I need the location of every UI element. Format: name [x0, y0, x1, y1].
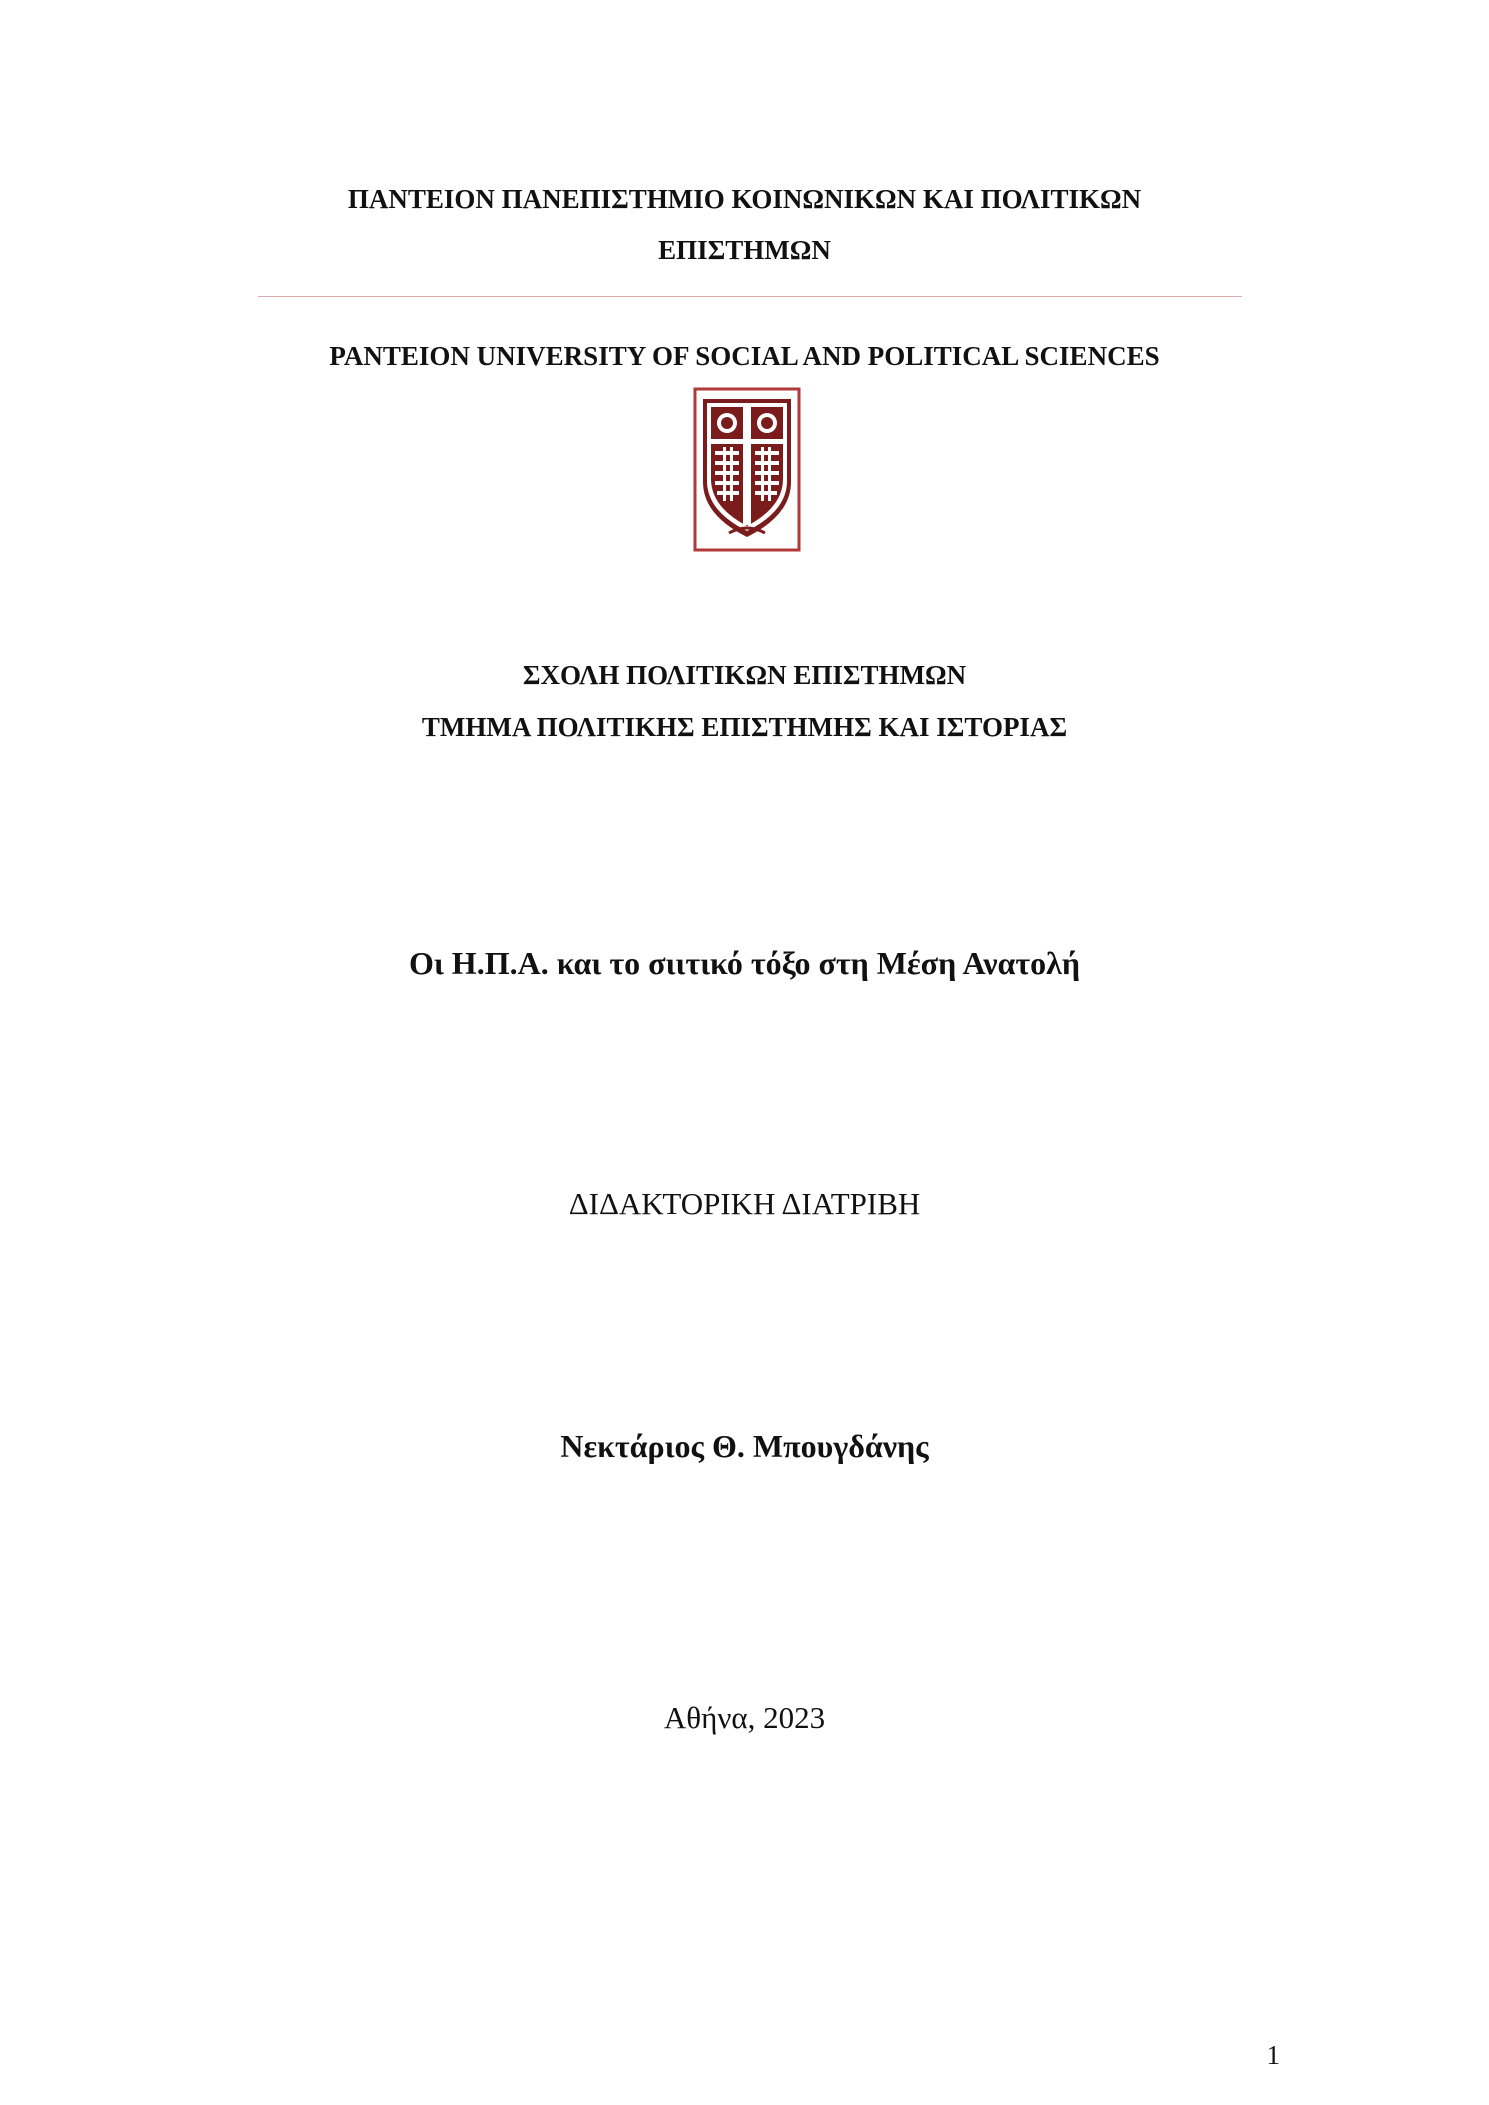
school-name: ΣΧΟΛΗ ΠΟΛΙΤΙΚΩΝ ΕΠΙΣΤΗΜΩΝ	[522, 660, 967, 690]
place-and-date: Αθήνα, 2023	[663, 1700, 826, 1735]
university-name-greek-line1: ΠΑΝΤΕΙΟΝ ΠΑΝΕΠΙΣΤΗΜΙΟ ΚΟΙΝΩΝΙΚΩΝ ΚΑΙ ΠΟΛΙΤΙΚΩΝ	[347, 184, 1142, 214]
university-crest-icon	[693, 387, 801, 552]
thesis-title: Οι Η.Π.Α. και το σιιτικό τόξο στη Μέση Ανατολή	[408, 945, 1081, 981]
university-name-english: PANTEION UNIVERSITY OF SOCIAL AND POLITICAL SCIENCES	[329, 341, 1160, 371]
thesis-type: ΔΙΔΑΚΤΟΡΙΚΗ ΔΙΑΤΡΙΒΗ	[568, 1186, 921, 1221]
university-name-greek-line2: ΕΠΙΣΤΗΜΩΝ	[658, 235, 831, 265]
page-number: 1	[1266, 2040, 1280, 2070]
author-name: Νεκτάριος Θ. Μπουγδάνης	[560, 1428, 929, 1464]
department-name: ΤΜΗΜΑ ΠΟΛΙΤΙΚΗΣ ΕΠΙΣΤΗΜΗΣ ΚΑΙ ΙΣΤΟΡΙΑΣ	[421, 712, 1068, 742]
header-divider	[258, 296, 1242, 297]
